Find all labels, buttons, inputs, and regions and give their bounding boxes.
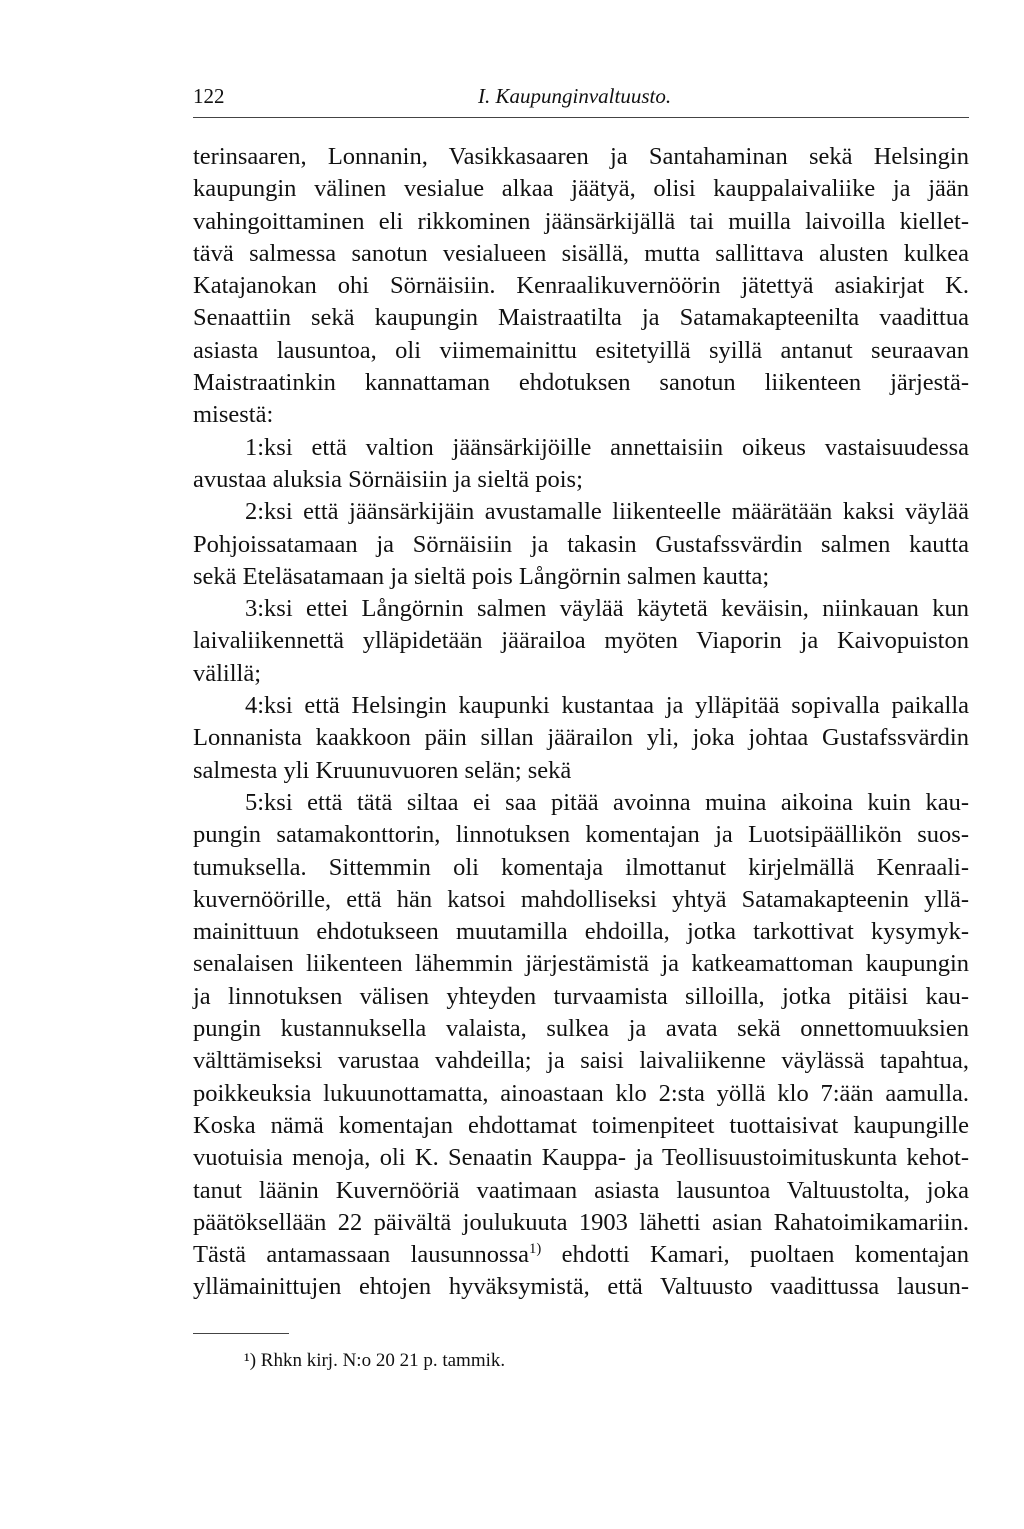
text-line: vuotuisia menoja, oli K. Senaatin Kauppa- ja Teollisuustoimituskunta kehot- (193, 1144, 969, 1172)
text-line: kuvernöörille, että hän katsoi mahdolliseksi yhtyä Satamakapteenin yllä- (193, 885, 969, 913)
footnote-rule (193, 1333, 289, 1334)
text-line: Katajanokan ohi Sörnäisiin. Kenraalikuvernöörin jätettyä asiakirjat K. (193, 272, 969, 300)
footnote (244, 1350, 505, 1372)
text-line: välillä; (193, 659, 262, 687)
text-line: Pohjoissatamaan ja Sörnäisiin ja takasin Gustafssvärdin salmen kautta (193, 530, 969, 558)
text-line: 5:ksi että tätä siltaa ei saa pitää avoinna muina aikoina kuin kau- (245, 788, 969, 816)
text-line: poikkeuksia lukuunottamatta, ainoastaan klo 2:sta yöllä klo 7:ään aamulla. (193, 1079, 969, 1107)
text-line: vahingoittaminen eli rikkominen jäänsärkijällä tai muilla laivoilla kiellet- (193, 207, 969, 235)
text-line: 3:ksi ettei Långörnin salmen väylää käytetä keväisin, niinkauan kun (245, 595, 969, 623)
text-line: pungin satamakonttorin, linnotuksen komentajan ja Luotsipäällikön suos- (193, 821, 969, 849)
page-number: 122 (193, 84, 225, 108)
text-line: terinsaaren, Lonnanin, Vasikkasaaren ja Santahaminan sekä Helsingin (193, 143, 969, 170)
text-line: asiasta lausuntoa, oli viimemainittu esitetyillä syillä antanut seuraavan (193, 336, 969, 364)
text-line: Koska nämä komentajan ehdottamat toimenpiteet tuottaisivat kaupungille (193, 1111, 969, 1139)
text-line-with-footnote (193, 1239, 969, 1271)
text-line: päätöksellään 22 päivältä joulukuuta 1903 lähetti asian Rahatoimikamariin. (193, 1208, 969, 1236)
footnote-text: Rhkn kirj. N:o 20 21 p. tammik. (260, 1350, 506, 1371)
text-fragment: ehdotti Kamari, puoltaen komentajan (561, 1241, 970, 1269)
text-line: mainittuun ehdotukseen muutamilla ehdoilla, jotka tarkottivat kysymyk- (193, 918, 969, 946)
text-line: 2:ksi että jäänsärkijäin avustamalle liikenteelle määrätään kaksi väylää (245, 498, 969, 526)
body-text (193, 141, 969, 1304)
text-line: ja linnotuksen välisen yhteyden turvaamista silloilla, jotka pitäisi kau- (193, 982, 969, 1010)
text-line: senalaisen liikenteen lähemmin järjestämistä ja katkeamattoman kaupungin (193, 950, 969, 978)
text-line: Senaattiin sekä kaupungin Maistraatilta ja Satamakapteenilta vaadittua (193, 304, 969, 332)
text-fragment: Tästä antamassaan lausunnossa (193, 1241, 529, 1269)
text-line: tävä salmessa sanotun vesialueen sisällä, mutta sallittava alusten kulkea (193, 239, 969, 267)
text-line: Maistraatinkin kannattaman ehdotuksen sanotun liikenteen järjestä- (193, 369, 969, 397)
running-head: I. Kaupunginvaltuusto. (478, 84, 672, 108)
text-line: tumuksella. Sittemmin oli komentaja ilmottanut kirjelmällä Kenraali- (193, 853, 969, 881)
text-line: yllämainittujen ehtojen hyväksymistä, että Valtuusto vaadittussa lausun- (193, 1273, 969, 1301)
text-line: pungin kustannuksella valaista, sulkea ja avata sekä onnettomuuksien (193, 1015, 969, 1043)
text-line: salmesta yli Kruunuvuoren selän; sekä (193, 756, 572, 784)
text-line: misestä: (193, 401, 274, 429)
text-line: tanut läänin Kuvernööriä vaatimaan asiasta lausuntoa Valtuustolta, joka (193, 1176, 969, 1204)
text-line: kaupungin välinen vesialue alkaa jäätyä, olisi kauppalaivaliike ja jään (193, 175, 969, 203)
text-line: välttämiseksi varustaa vahdeilla; ja saisi laivaliikenne väylässä tapahtua, (193, 1047, 969, 1075)
text-line: 4:ksi että Helsingin kaupunki kustantaa ja ylläpitää sopivalla paikalla (245, 692, 969, 720)
text-line: laivaliikennettä ylläpidetään jäärailoa myöten Viaporin ja Kaivopuiston (193, 627, 969, 655)
footnote-reference: 1) (529, 1240, 542, 1257)
text-line: 1:ksi että valtion jäänsärkijöille annettaisiin oikeus vastaisuudessa (245, 433, 969, 461)
header-rule (193, 117, 969, 118)
text-line: Lonnanista kaakkoon päin sillan jäärailon yli, joka johtaa Gustafssvärdin (193, 724, 969, 752)
page-header (193, 84, 969, 112)
text-line: sekä Eteläsatamaan ja sieltä pois Långörnin salmen kautta; (193, 562, 770, 590)
footnote-marker: ¹) (244, 1350, 257, 1371)
text-line: avustaa aluksia Sörnäisiin ja sieltä pois; (193, 465, 583, 493)
